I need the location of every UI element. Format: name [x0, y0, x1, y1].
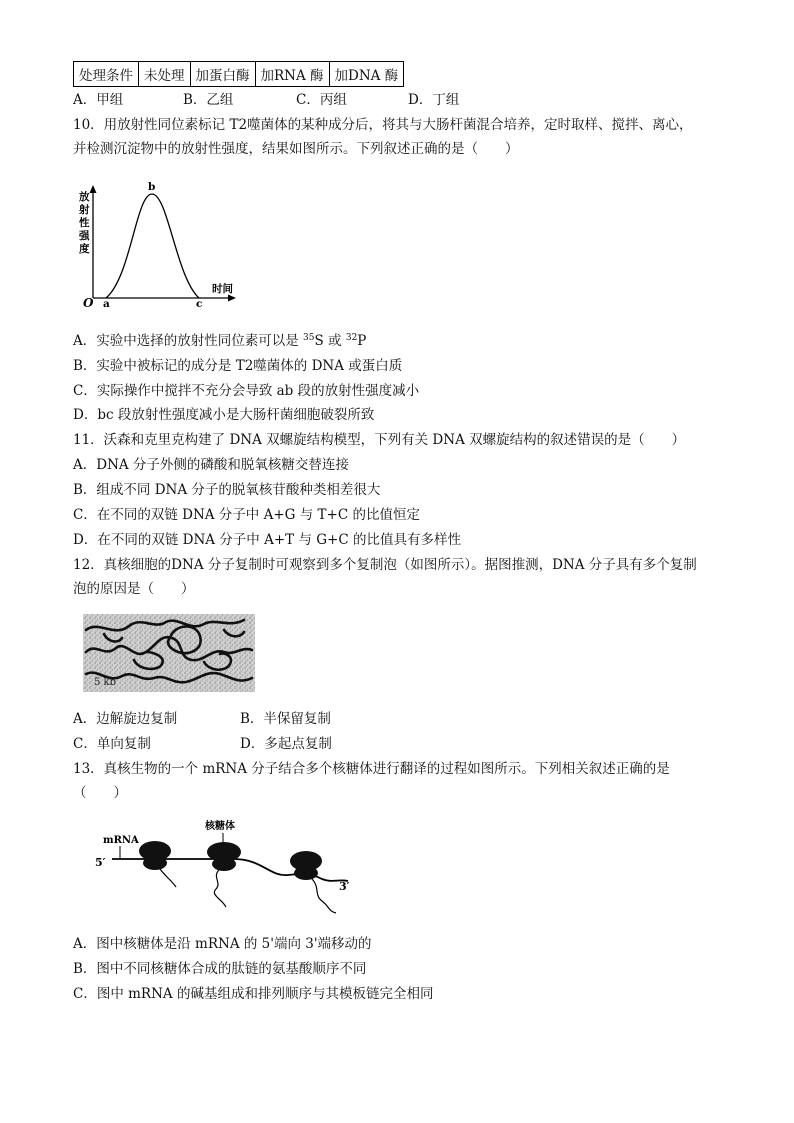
peptide-chain-2	[214, 870, 226, 907]
x-axis-arrow-icon	[228, 295, 236, 302]
q10-option-a	[73, 332, 366, 350]
point-b-label: b	[148, 181, 156, 193]
q10-option-a-p: P	[357, 333, 367, 349]
q13-option-a: A．图中核糖体是沿 mRNA 的 5'端向 3'端移动的	[73, 936, 372, 952]
three-prime-label: 3′	[339, 880, 350, 893]
q10-option-d: D．bc 段放射性强度减小是大肠杆菌细胞破裂所致	[73, 407, 375, 423]
table-cell: 加蛋白酶	[190, 62, 255, 87]
peptide-chain-1	[160, 869, 176, 887]
point-c-label: c	[196, 298, 203, 310]
five-prime-label: 5′	[95, 856, 106, 869]
q11-option-b: B．组成不同 DNA 分子的脱氧核苷酸种类相差很大	[73, 482, 381, 498]
q9-option-d: D．丁组	[408, 92, 460, 108]
replication-bubble-micrograph	[74, 612, 256, 694]
q11-option-c: C．在不同的双链 DNA 分子中 A+G 与 T+C 的比值恒定	[73, 507, 420, 523]
q10-option-a-s: S 或	[314, 333, 346, 349]
q9-option-c: C．丙组	[296, 92, 347, 108]
q13-stem-line1: 13．真核生物的一个 mRNA 分子结合多个核糖体进行翻译的过程如图所示。下列相关叙述正确的是	[73, 761, 670, 777]
q11-stem: 11．沃森和克里克构建了 DNA 双螺旋结构模型，下列有关 DNA 双螺旋结构的叙述错误的是（ ）	[73, 432, 686, 448]
table-cell: 加RNA 酶	[255, 62, 329, 87]
y-axis-arrow-icon	[90, 185, 97, 193]
y-label-char: 性	[79, 217, 90, 229]
y-label-char: 强	[79, 230, 90, 242]
q10-option-a-text: A．实验中选择的放射性同位素可以是	[73, 333, 304, 349]
q10-option-c: C．实际操作中搅拌不充分会导致 ab 段的放射性强度减小	[73, 383, 420, 399]
table-cell: 加DNA 酶	[329, 62, 404, 87]
radioactivity-graph	[76, 182, 246, 312]
origin-label: O	[83, 296, 94, 310]
y-label-char: 度	[79, 243, 90, 255]
scale-label: 5 kb	[94, 677, 117, 688]
q12-option-c: C．单向复制	[73, 736, 151, 752]
table-cell: 处理条件	[74, 62, 139, 87]
ribosome-3	[290, 851, 322, 880]
ribosome-2	[207, 842, 241, 871]
q12-option-b: B．半保留复制	[240, 711, 331, 727]
y-label-char: 射	[79, 204, 90, 216]
q12-option-a: A．边解旋边复制	[73, 711, 178, 727]
table-row	[74, 62, 404, 87]
phosphorus-mass-number: 32	[345, 333, 358, 343]
q10-stem-line1: 10．用放射性同位素标记 T2噬菌体的某种成分后，将其与大肠杆菌混合培养，定时取样、搅拌、离心，	[73, 117, 693, 133]
point-a-label: a	[103, 298, 110, 310]
q12-stem-line1: 12．真核细胞的DNA 分子复制时可观察到多个复制泡（如图所示）。据图推测，DNA 分子具有多个复制	[73, 557, 697, 573]
ribosome-label: 核糖体	[205, 821, 235, 832]
q10-option-b: B．实验中被标记的成分是 T2噬菌体的 DNA 或蛋白质	[73, 358, 403, 374]
q11-option-d: D．在不同的双链 DNA 分子中 A+T 与 G+C 的比值具有多样性	[73, 532, 461, 548]
peptide-chain-3	[312, 879, 336, 913]
q9-option-a: A．甲组	[73, 92, 124, 108]
sulfur-mass-number: 35	[303, 333, 315, 343]
mrna-label: mRNA	[103, 835, 139, 846]
q13-option-c: C．图中 mRNA 的碱基组成和排列顺序与其模板链完全相同	[73, 986, 434, 1002]
q10-stem-line2: 并检测沉淀物中的放射性强度，结果如图所示。下列叙述正确的是（ ）	[73, 141, 519, 157]
q13-stem-line2: （ ）	[73, 785, 127, 801]
table-cell: 未处理	[139, 62, 191, 87]
q13-option-b: B．图中不同核糖体合成的肽链的氨基酸顺序不同	[73, 961, 367, 977]
y-label-char: 放	[79, 191, 90, 203]
q9-option-b: B．乙组	[183, 92, 234, 108]
treatment-table	[73, 61, 404, 87]
translation-diagram	[92, 815, 372, 925]
radioactivity-curve	[106, 194, 199, 298]
q11-option-a: A．DNA 分子外侧的磷酸和脱氧核糖交替连接	[73, 457, 349, 473]
x-axis-label: 时间	[212, 283, 233, 295]
q12-option-d: D．多起点复制	[240, 736, 332, 752]
q12-stem-line2: 泡的原因是（ ）	[73, 581, 195, 597]
ribosome-1	[139, 841, 171, 870]
